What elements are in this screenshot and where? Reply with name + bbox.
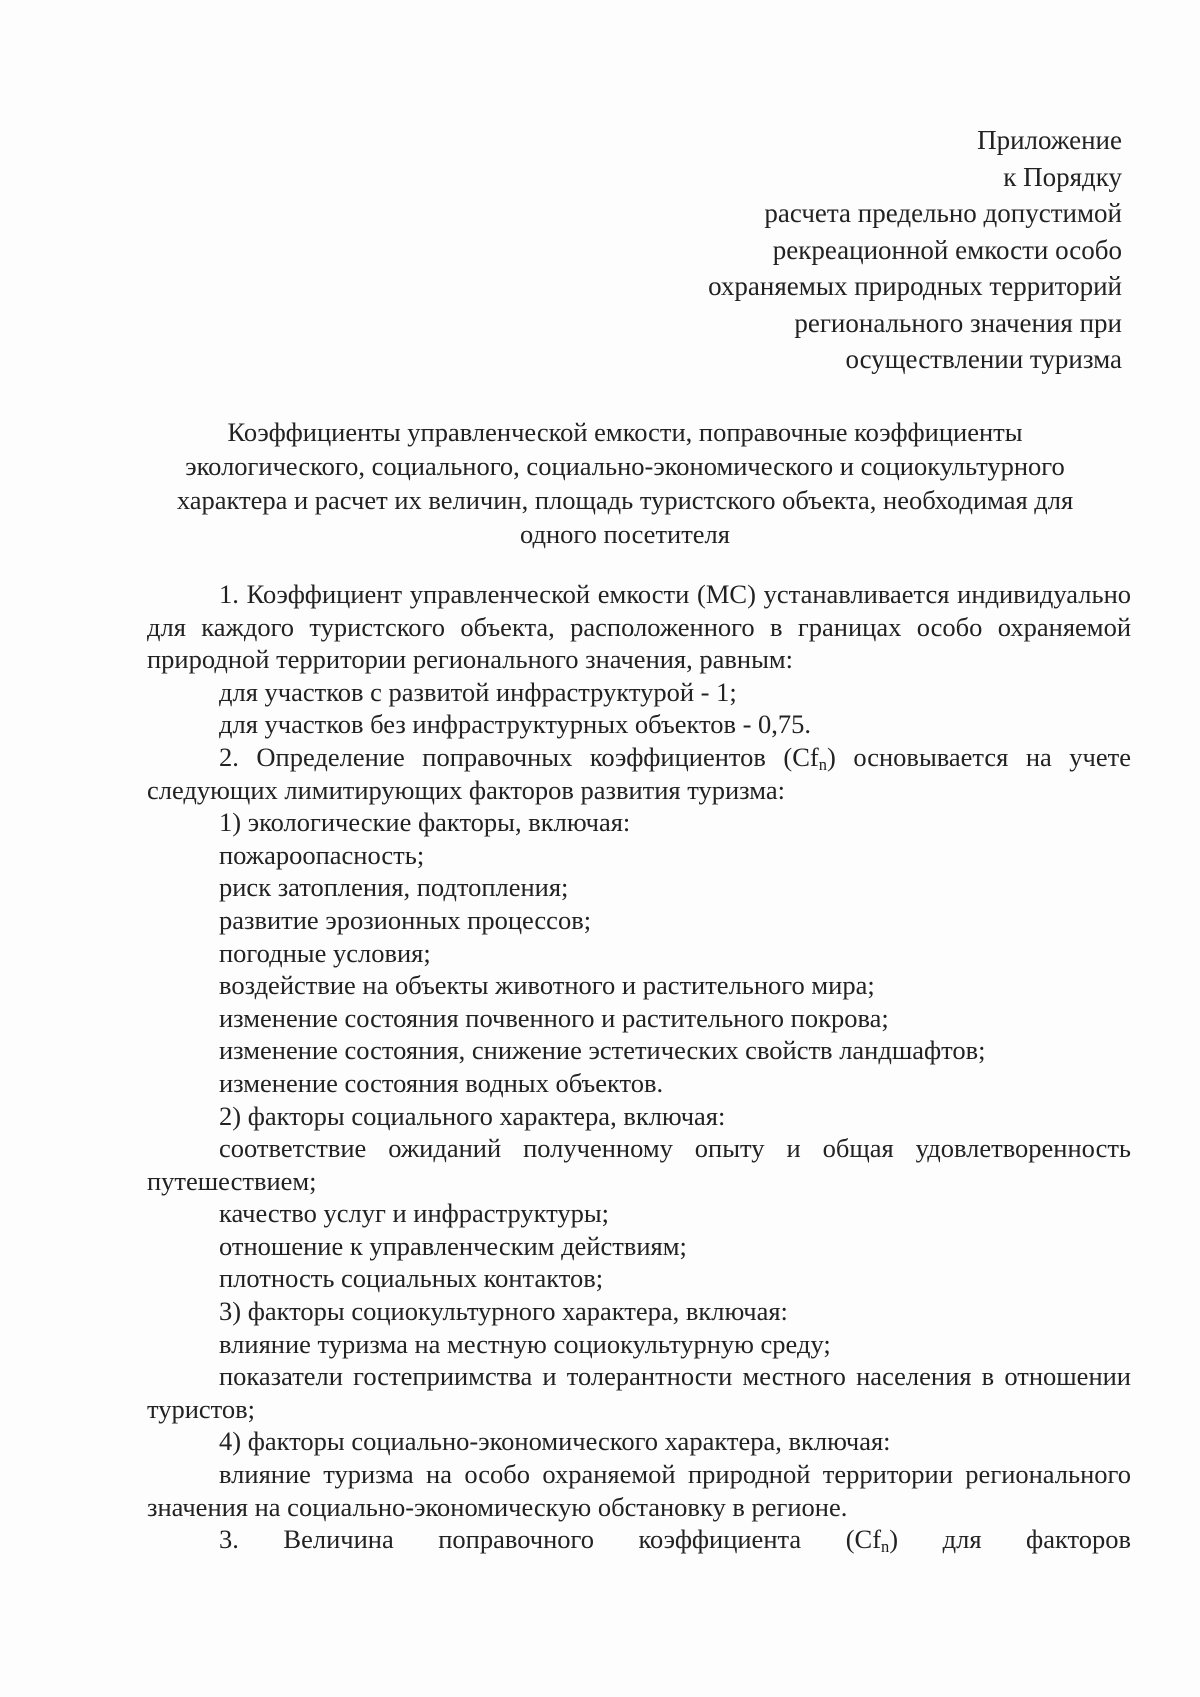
- list-item: отношение к управленческим действиям;: [219, 1230, 687, 1261]
- title-line: одного посетителя: [520, 519, 730, 549]
- factor-group-2: 2) факторы социального характера, включая:: [219, 1100, 726, 1131]
- document-title: [130, 415, 1120, 551]
- appendix-header: [708, 122, 1122, 378]
- list-item: риск затопления, подтопления;: [219, 872, 569, 903]
- appendix-line: рекреационной емкости особо: [772, 234, 1122, 265]
- appendix-line: осуществлении туризма: [845, 344, 1122, 374]
- subscript-n: n: [818, 755, 827, 775]
- list-item: плотность социальных контактов;: [219, 1263, 604, 1294]
- document-body: [147, 578, 1131, 1556]
- list-item: изменение состояния, снижение эстетических свойств ландшафтов;: [219, 1035, 986, 1066]
- list-item: развитие эрозионных процессов;: [219, 904, 592, 935]
- paragraph-2-end: ) основывается на учете следующих лимитирующих факторов развития туризма:: [147, 741, 1131, 805]
- appendix-line: Приложение: [977, 125, 1122, 155]
- list-item: качество услуг и инфраструктуры;: [219, 1198, 610, 1229]
- factor-group-3: 3) факторы социокультурного характера, включая:: [219, 1296, 788, 1327]
- title-line: характера и расчет их величин, площадь туристского объекта, необходимая для: [176, 485, 1074, 515]
- paragraph-3-end: ) для факторов: [889, 1524, 1131, 1555]
- list-item: изменение состояния водных объектов.: [219, 1067, 664, 1098]
- factor-group-4: 4) факторы социально-экономического характера, включая:: [219, 1426, 891, 1457]
- list-item: изменение состояния почвенного и растительного покрова;: [219, 1002, 889, 1033]
- appendix-line: регионального значения при: [794, 307, 1122, 338]
- paragraph-3-start: 3. Величина поправочного коэффициента (Cf: [219, 1524, 882, 1555]
- list-item: влияние туризма на особо охраняемой природной территории регионального значения на социально-экономическую обстановку в регионе.: [147, 1459, 1131, 1522]
- list-item: погодные условия;: [219, 937, 431, 968]
- appendix-line: расчета предельно допустимой: [764, 198, 1122, 228]
- list-item: соответствие ожиданий полученному опыту и общая удовлетворенность путешествием;: [147, 1133, 1131, 1196]
- paragraph-2-start: 2. Определение поправочных коэффициентов (Cf: [219, 741, 819, 772]
- paragraph-1: 1. Коэффициент управленческой емкости (МС) устанавливается индивидуально для каждого туристского объекта, расположенного в границах особо охраняемой природной территории регионального значения, равным:: [147, 579, 1131, 675]
- list-item: для участков без инфраструктурных объектов - 0,75.: [219, 709, 812, 740]
- list-item: пожароопасность;: [219, 839, 425, 870]
- appendix-line: охраняемых природных территорий: [708, 271, 1122, 301]
- paragraph-3: [147, 1523, 1131, 1556]
- appendix-line: к Порядку: [1003, 161, 1122, 192]
- list-item: воздействие на объекты животного и растительного мира;: [219, 970, 875, 1001]
- subscript-n: n: [881, 1537, 890, 1557]
- list-item: влияние туризма на местную социокультурную среду;: [219, 1328, 831, 1359]
- paragraph-2: [147, 741, 1131, 806]
- title-line: Коэффициенты управленческой емкости, поправочные коэффициенты: [227, 417, 1023, 447]
- factor-group-1: 1) экологические факторы, включая:: [219, 807, 631, 838]
- list-item: для участков с развитой инфраструктурой - 1;: [219, 676, 737, 707]
- list-item: показатели гостеприимства и толерантности местного населения в отношении туристов;: [147, 1361, 1131, 1424]
- title-line: экологического, социального, социально-экономического и социокультурного: [185, 451, 1065, 481]
